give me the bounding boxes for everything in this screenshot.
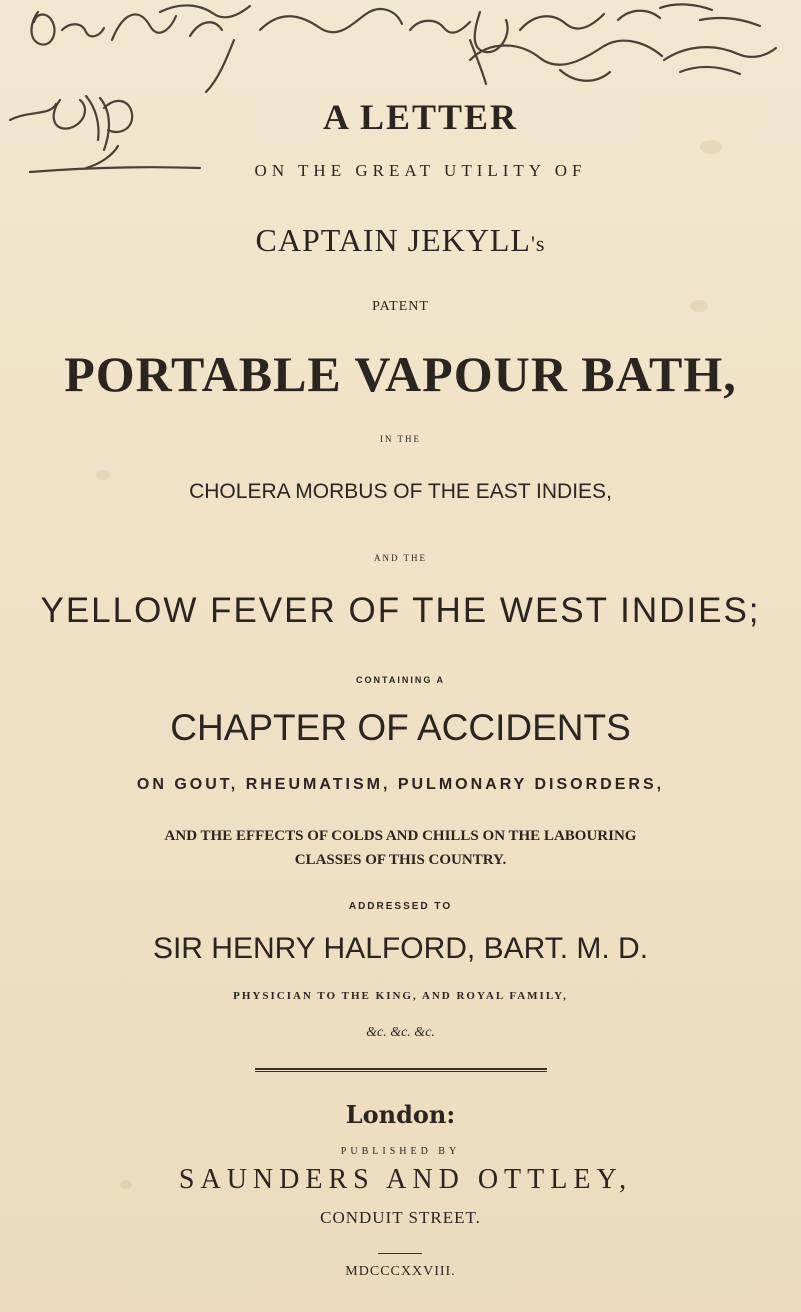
imprint-published-by: PUBLISHED BY — [340, 1146, 461, 1157]
label-and-the: AND THE — [373, 553, 428, 563]
subtitle-effects-line-2: CLASSES OF THIS COUNTRY. — [294, 852, 507, 868]
label-in-the: IN THE — [379, 434, 422, 444]
imprint-london: London: — [345, 1100, 456, 1129]
addressee-name: SIR HENRY HALFORD, BART. M. D. — [152, 932, 649, 965]
imprint-street: CONDUIT STREET. — [320, 1208, 481, 1227]
paper-foxing-spot — [690, 300, 708, 312]
imprint-publisher: SAUNDERS AND OTTLEY, — [178, 1164, 633, 1195]
subtitle-great-utility: ON THE GREAT UTILITY OF — [254, 161, 587, 180]
addressee-title: PHYSICIAN TO THE KING, AND ROYAL FAMILY, — [233, 990, 568, 1002]
title-a-letter: A LETTER — [322, 97, 519, 137]
title-cholera-morbus: CHOLERA MORBUS OF THE EAST INDIES, — [189, 480, 612, 503]
subtitle-effects-line-1: AND THE EFFECTS OF COLDS AND CHILLS ON THE LABOURING — [164, 828, 637, 844]
short-rule-divider — [378, 1253, 422, 1254]
imprint-date: MDCCCXXVIII. — [345, 1264, 456, 1279]
paper-foxing-spot — [96, 470, 110, 480]
label-addressed-to: ADDRESSED TO — [348, 901, 453, 912]
title-captain-jekyll — [0, 222, 801, 259]
title-portable-vapour-bath: PORTABLE VAPOUR BATH, — [64, 346, 737, 402]
paper-foxing-spot — [120, 1180, 132, 1189]
captain-name: CAPTAIN JEKYLL — [255, 222, 531, 258]
label-patent: PATENT — [372, 299, 429, 314]
subtitle-gout-rheumatism: ON GOUT, RHEUMATISM, PULMONARY DISORDERS, — [136, 776, 665, 793]
handwritten-inscription — [0, 0, 801, 180]
captain-suffix: 's — [530, 231, 546, 256]
etcetera: &c. &c. &c. — [366, 1025, 435, 1040]
double-rule-divider — [255, 1068, 547, 1072]
title-yellow-fever: YELLOW FEVER OF THE WEST INDIES; — [40, 591, 761, 630]
paper-foxing-spot — [700, 140, 722, 154]
label-containing-a: CONTAINING A — [356, 675, 445, 685]
title-chapter-of-accidents: CHAPTER OF ACCIDENTS — [170, 707, 631, 748]
